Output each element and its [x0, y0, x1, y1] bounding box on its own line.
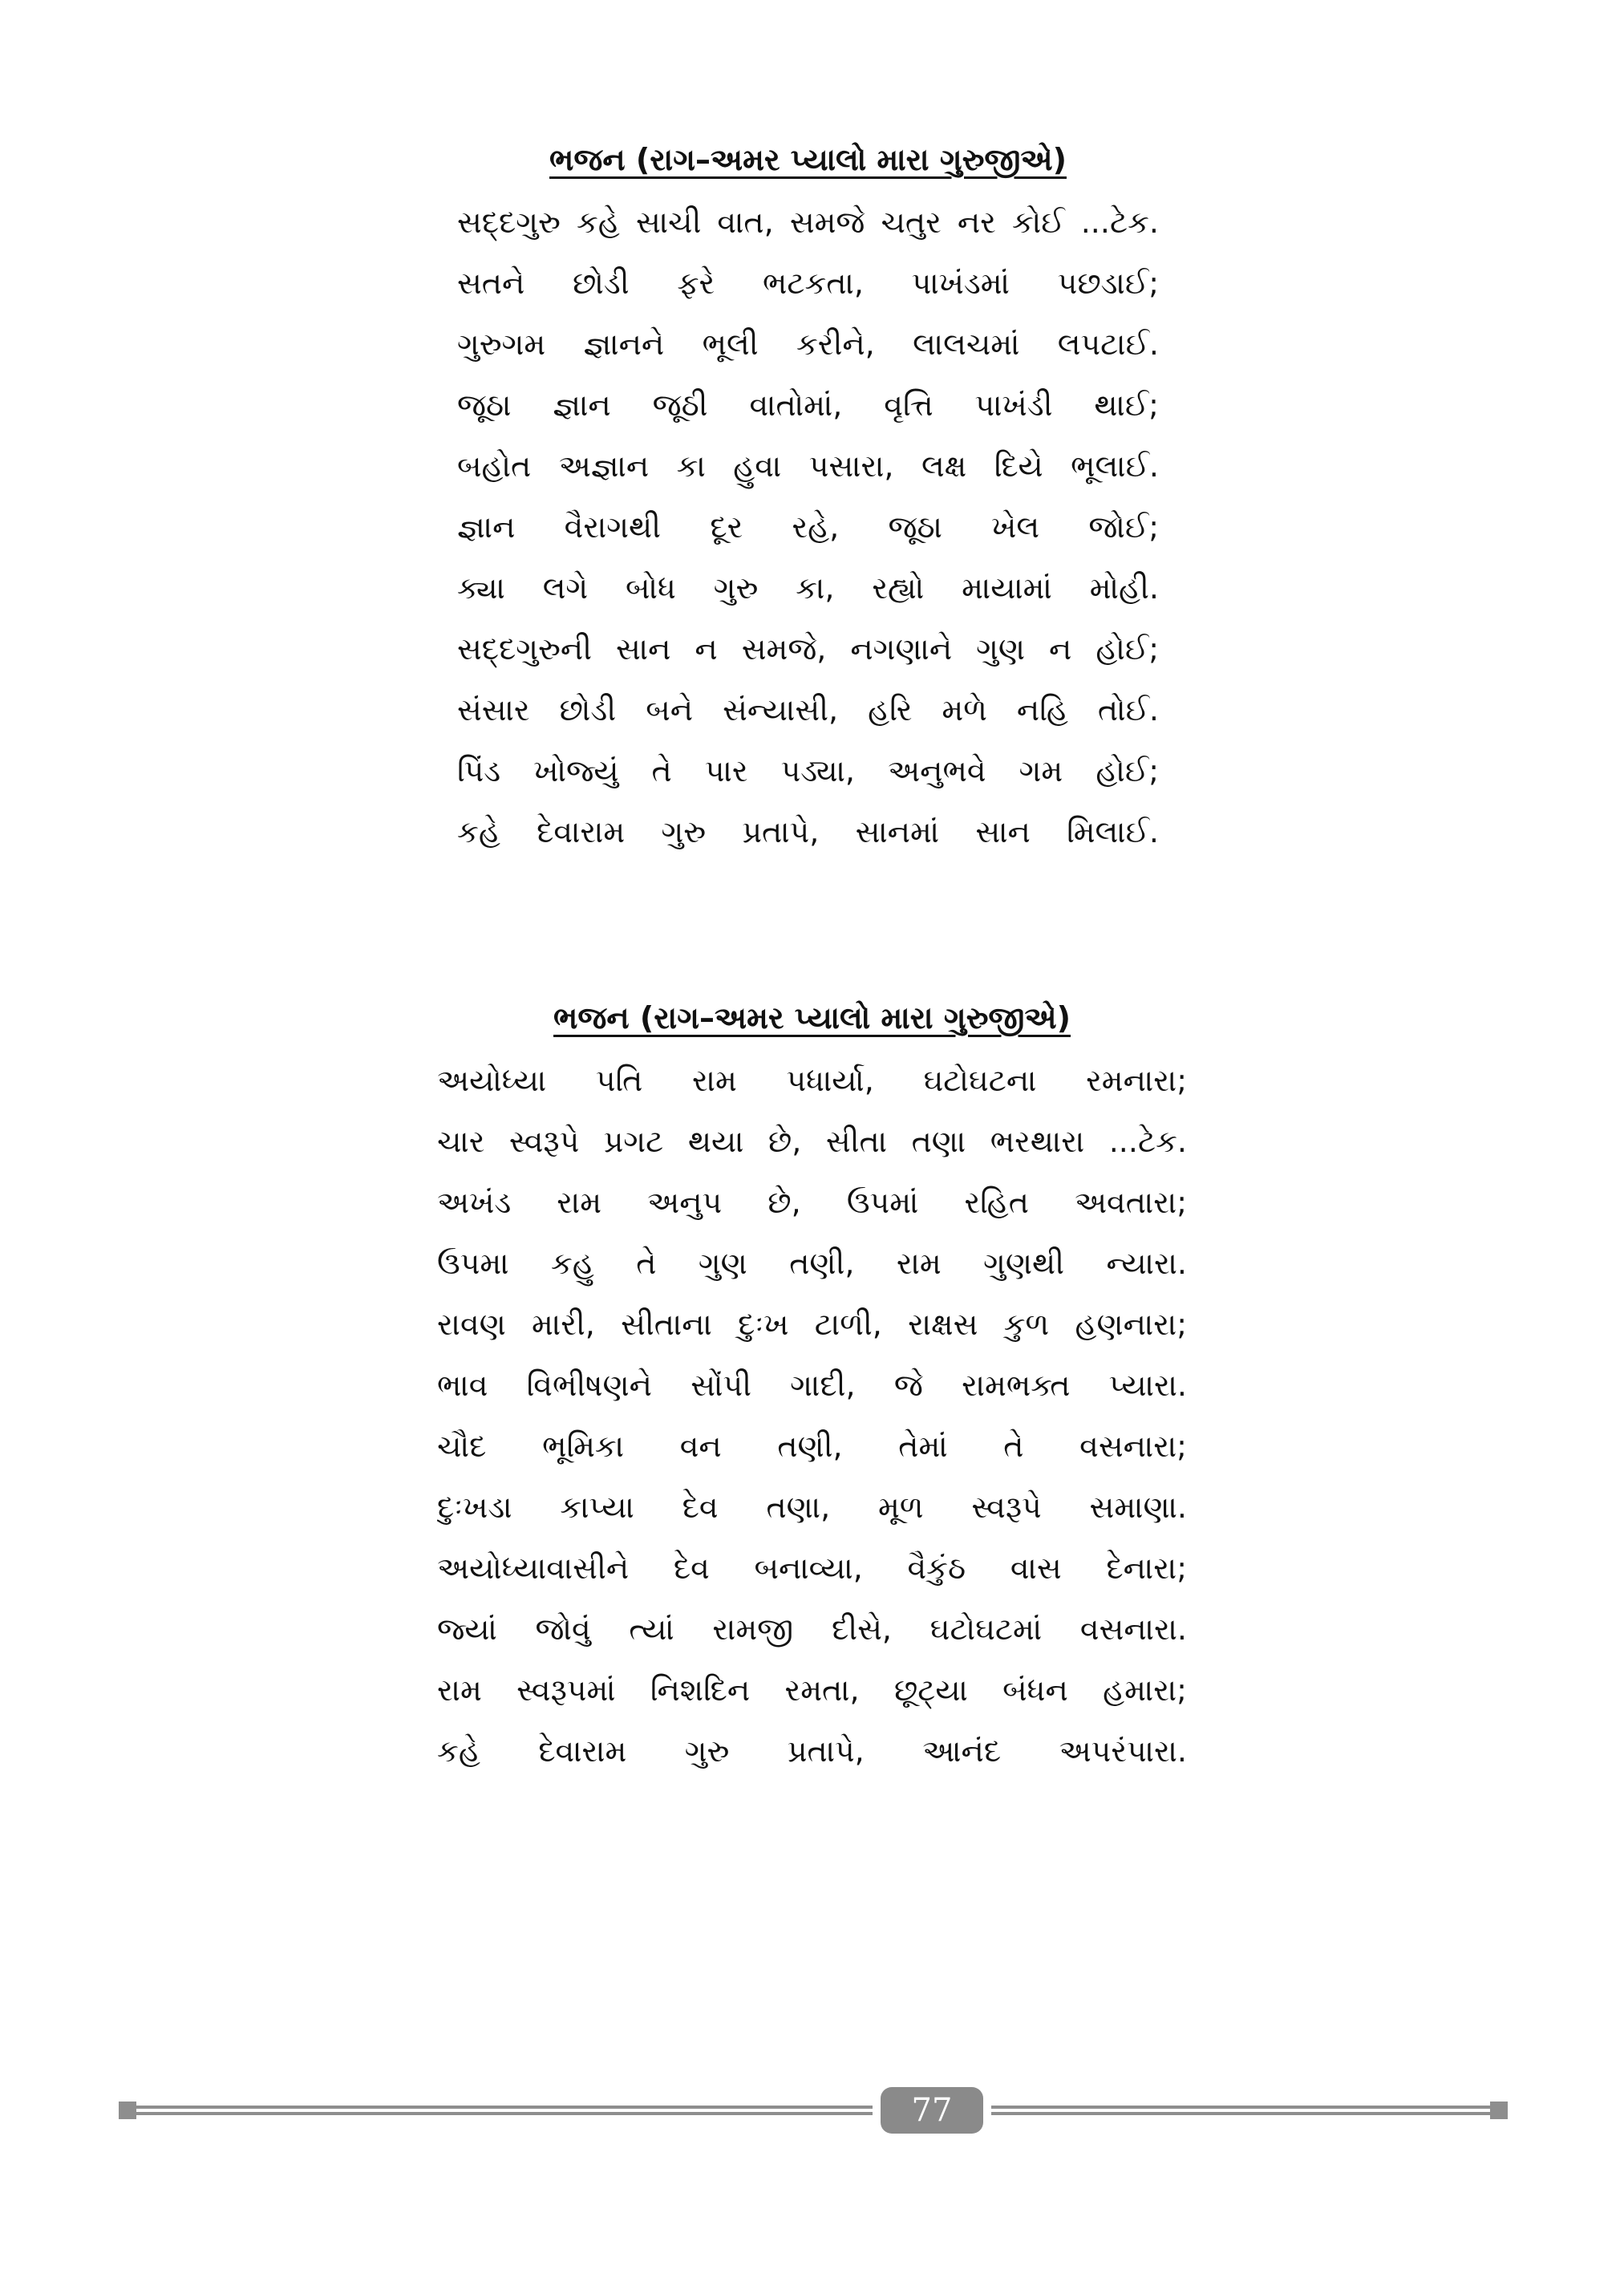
verse-line: સતને છોડી ફરે ભટકતા, પાખંડમાં પછડાઈ; [457, 265, 1159, 301]
verse-line: જૂઠા જ્ઞાન જૂઠી વાતોમાં, વૃત્તિ પાખંડી થાઈ; [457, 387, 1159, 423]
verse-line: ઉપમા કહુ તે ગુણ તણી, રામ ગુણથી ન્યારા. [437, 1246, 1187, 1281]
verse-line: સદ્દગુરુ કહે સાચી વાત, સમજે ચતુર નર કોઈ ...ટેક. [457, 205, 1159, 240]
verse-line: કહે દેવારામ ગુરુ પ્રતાપે, આનંદ અપરંપારા. [437, 1733, 1187, 1769]
bhajan-title: ભજન (રાગ–અમર પ્યાલો મારા ગુરુજીએ) [553, 1000, 1071, 1036]
verse-line: રાવણ મારી, સીતાના દુઃખ ટાળી, રાક્ષસ કુળ હણનારા; [437, 1307, 1187, 1342]
verse-line: ક્યા લગે બોધ ગુરુ કા, રહ્યો માયામાં મોહી. [457, 570, 1159, 606]
verse-line: રામ સ્વરૂપમાં નિશદિન રમતા, છૂટ્યા બંધન હમારા; [437, 1672, 1187, 1708]
verse-line: પિંડ ખોજ્યું તે પાર પડ્યા, અનુભવે ગમ હોઈ; [457, 753, 1159, 788]
page-number: 77 [881, 2087, 983, 2134]
verse-line: અયોધ્યા પતિ રામ પધાર્યા, ઘટોઘટના રમનારા; [437, 1063, 1187, 1098]
verse-line: બહોત અજ્ઞાન કા હુવા પસારા, લક્ષ દિયે ભૂલાઈ. [457, 448, 1159, 484]
page-footer [119, 2087, 1508, 2135]
verse-line: જ્ઞાન વૈરાગથી દૂર રહે, જૂઠા ખેલ જોઈ; [457, 509, 1159, 545]
verse-line: સદ્દગુરુની સાન ન સમજે, નગણાને ગુણ ન હોઈ; [457, 631, 1159, 667]
footer-rule-right [991, 2106, 1490, 2115]
verse-line: કહે દેવારામ ગુરુ પ્રતાપે, સાનમાં સાન મિલાઈ. [457, 814, 1159, 849]
verse-line: સંસાર છોડી બને સંન્યાસી, હરિ મળે નહિ તોઈ. [457, 692, 1159, 728]
verse-line: ગુરુગમ જ્ઞાનને ભૂલી કરીને, લાલચમાં લપટાઈ. [457, 326, 1159, 362]
verse-line: દુઃખડા કાપ્યા દેવ તણા, મૂળ સ્વરૂપે સમાણા. [437, 1490, 1187, 1525]
footer-rule-cap-left [119, 2102, 136, 2119]
verse-line: અખંડ રામ અનુપ છે, ઉપમાં રહિત અવતારા; [437, 1185, 1187, 1220]
verse-line: ભાવ વિભીષણને સોંપી ગાદી, જે રામભક્ત પ્યારા. [437, 1368, 1187, 1403]
verse-line: જ્યાં જોવું ત્યાં રામજી દીસે, ઘટોઘટમાં વસનારા. [437, 1611, 1187, 1647]
footer-rule-left [136, 2106, 873, 2115]
bhajan-section-1 [457, 132, 1159, 864]
bhajan-title: ભજન (રાગ–અમર પ્યાલો મારા ગુરુજીએ) [549, 142, 1067, 177]
footer-rule-cap-right [1490, 2102, 1508, 2119]
bhajan-section-2 [437, 991, 1187, 1783]
verse-line: અયોધ્યાવાસીને દેવ બનાવ્યા, વૈકુંઠ વાસ દેનારા; [437, 1550, 1187, 1586]
verse-line: ચાર સ્વરૂપે પ્રગટ થયા છે, સીતા તણા ભરથારા ...ટેક. [437, 1124, 1187, 1159]
verse-line: ચૌદ ભૂમિકા વન તણી, તેમાં તે વસનારા; [437, 1429, 1187, 1464]
